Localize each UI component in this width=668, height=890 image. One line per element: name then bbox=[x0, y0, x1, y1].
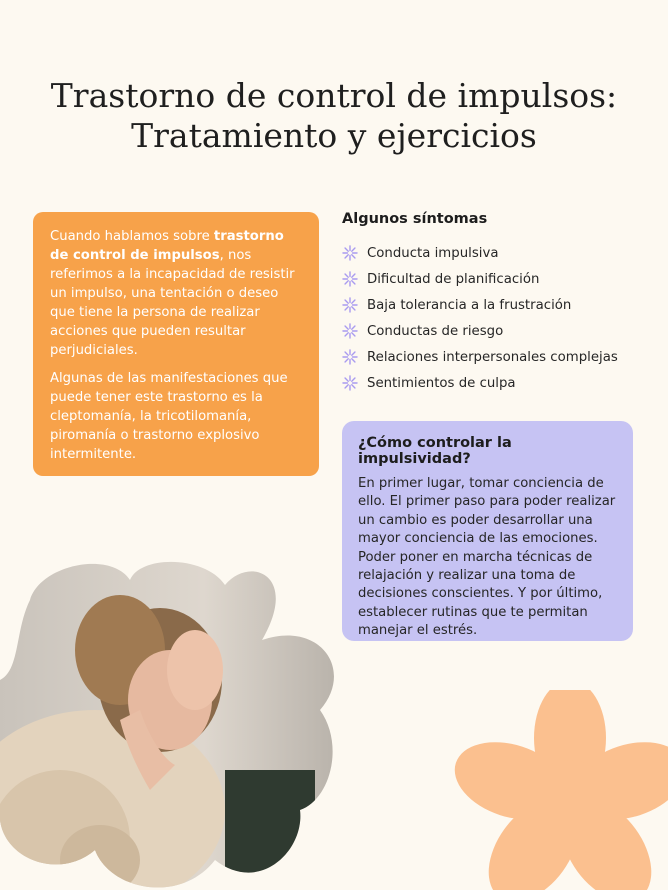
sparkle-icon bbox=[342, 375, 358, 391]
symptom-item bbox=[342, 266, 618, 292]
symptom-item bbox=[342, 370, 618, 396]
control-card bbox=[342, 421, 633, 641]
control-body: En primer lugar, tomar conciencia de ello. El primer paso para poder realizar un cambio es poder desarrollar una mayor conciencia de las emociones. Poder poner en marcha técnicas de relajación y realizar una toma de decisiones conscientes. Y por último, establecer rutinas que te permitan manejar el estrés. bbox=[358, 476, 616, 639]
flower-decoration bbox=[440, 690, 668, 890]
intro-paragraph-2: Algunas de las manifestaciones que puede tener este trastorno es la cleptomanía, la tricotilomanía, piromanía o trastorno explosivo intermitente. bbox=[50, 371, 288, 462]
sparkle-icon bbox=[342, 297, 358, 313]
woman-photo-flower-image bbox=[0, 560, 340, 890]
symptom-label: Conducta impulsiva bbox=[367, 245, 499, 261]
symptom-label: Baja tolerancia a la frustración bbox=[367, 297, 572, 313]
control-heading: ¿Cómo controlar la impulsividad? bbox=[358, 435, 512, 467]
title-line-1: Trastorno de control de impulsos: bbox=[50, 76, 618, 115]
symptom-item bbox=[342, 344, 618, 370]
symptom-label: Dificultad de planificación bbox=[367, 271, 540, 287]
sparkle-icon bbox=[342, 323, 358, 339]
page-title bbox=[0, 76, 668, 156]
symptom-item bbox=[342, 318, 618, 344]
intro-text: Cuando hablamos sobre bbox=[50, 229, 214, 244]
title-line-2: Tratamiento y ejercicios bbox=[131, 116, 537, 155]
symptoms-heading: Algunos síntomas bbox=[342, 211, 488, 227]
symptom-label: Conductas de riesgo bbox=[367, 323, 504, 339]
symptom-label: Relaciones interpersonales complejas bbox=[367, 349, 618, 365]
symptom-item bbox=[342, 292, 618, 318]
intro-paragraph-1 bbox=[50, 227, 305, 360]
symptom-item bbox=[342, 240, 618, 266]
intro-card bbox=[33, 212, 319, 476]
intro-highlight: trastorno de control de impulsos bbox=[50, 229, 284, 263]
symptom-label: Sentimientos de culpa bbox=[367, 375, 516, 391]
intro-text-end: , nos referimos a la incapacidad de resistir un impulso, una tentación o deseo que tiene la persona de realizar acciones que pueden resultar perjudiciales. bbox=[50, 248, 295, 358]
sparkle-icon bbox=[342, 349, 358, 365]
sparkle-icon bbox=[342, 271, 358, 287]
symptoms-list bbox=[342, 240, 618, 396]
sparkle-icon bbox=[342, 245, 358, 261]
